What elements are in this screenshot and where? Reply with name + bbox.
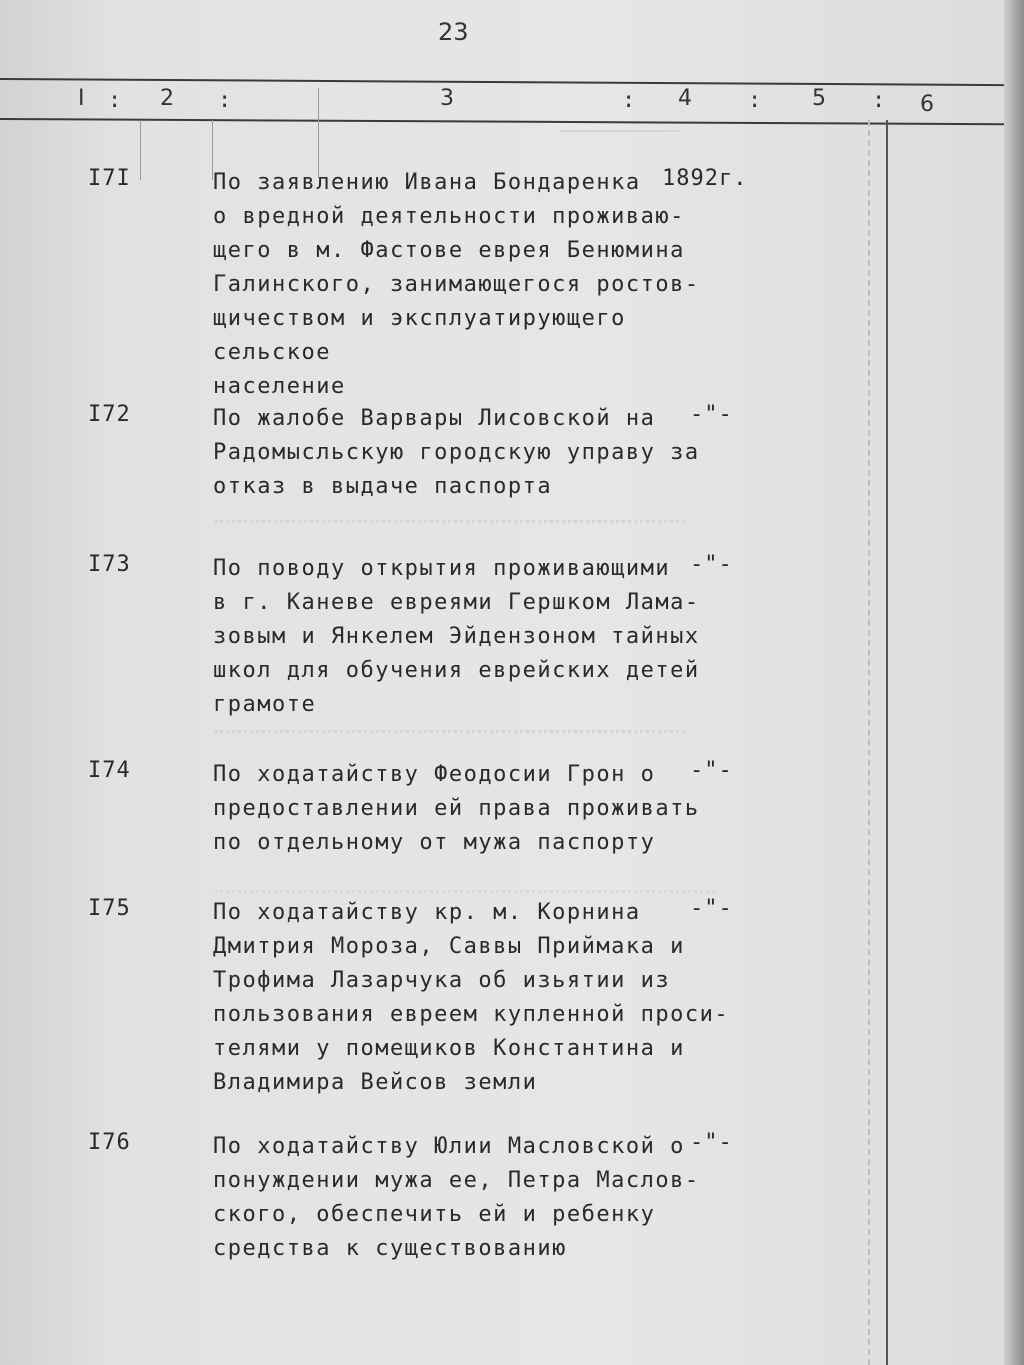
column-header-1: I [78,86,85,111]
entry-date: -"- [690,758,733,783]
entry-description: По ходатайству кр. м. Корнина Дмитрия Мороза, Саввы Приймака и Трофима Лазарчука об изьятии из пользования евреем купленной проси- телями у помещиков Константина и Владимира Вейсов земли [213,900,730,1095]
column-header-row [0,82,1004,118]
entry-description: По жалобе Варвары Лисовской на Радомысльскую городскую управу за отказ в выдаче паспорта [213,406,700,499]
entry-number: I75 [88,896,131,921]
column-divider [318,88,319,178]
bleed-through-mark [560,130,680,146]
column-divider [140,120,141,180]
column-separator: : [622,88,636,113]
entry-date: -"- [690,1130,733,1155]
entry-number: I73 [88,552,131,577]
column-header-2: 2 [160,86,174,111]
column-header-4: 4 [678,86,692,111]
column-divider-dotted [868,120,870,1365]
entry-number: I72 [88,402,131,427]
bleed-through-mark [215,520,685,541]
column-divider-right [886,120,888,1365]
entry-date: -"- [690,402,733,427]
entry-number: I74 [88,758,131,783]
column-separator: : [218,88,232,113]
header-rule-bottom [0,118,1004,125]
column-header-3: 3 [440,86,454,111]
entry-date: 1892г. [662,166,748,191]
column-separator: : [872,88,886,113]
column-header-5: 5 [812,86,826,111]
entry-date: -"- [690,896,733,921]
entry-description: По ходатайству Юлии Масловской о понуждении мужа ее, Петра Маслов- ского, обеспечить ей и ребенку средства к существованию [213,1134,700,1261]
page-number: 23 [438,18,469,46]
entry-number: I76 [88,1130,131,1155]
bleed-through-mark [215,730,685,751]
page-edge-shadow [1004,0,1024,1365]
entry-number: I7I [88,166,131,191]
column-header-6: 6 [920,92,934,117]
entry-date: -"- [690,552,733,577]
column-separator: : [748,88,762,113]
entry-description: По ходатайству Феодосии Грон о предоставлении ей права проживать по отдельному от мужа паспорту [213,762,700,855]
column-separator: : [108,88,122,113]
entry-description: По поводу открытия проживающими в г. Каневе евреями Гершком Лама- зовым и Янкелем Эйдензоном тайных школ для обучения еврейских детей грамоте [213,556,700,717]
entry-description: По заявлению Ивана Бондаренка о вредной деятельности проживаю- щего в м. Фастове еврея Бенюмина Галинского, занимающегося ростов- щичеством и эксплуатирующего сельское население [213,170,700,399]
